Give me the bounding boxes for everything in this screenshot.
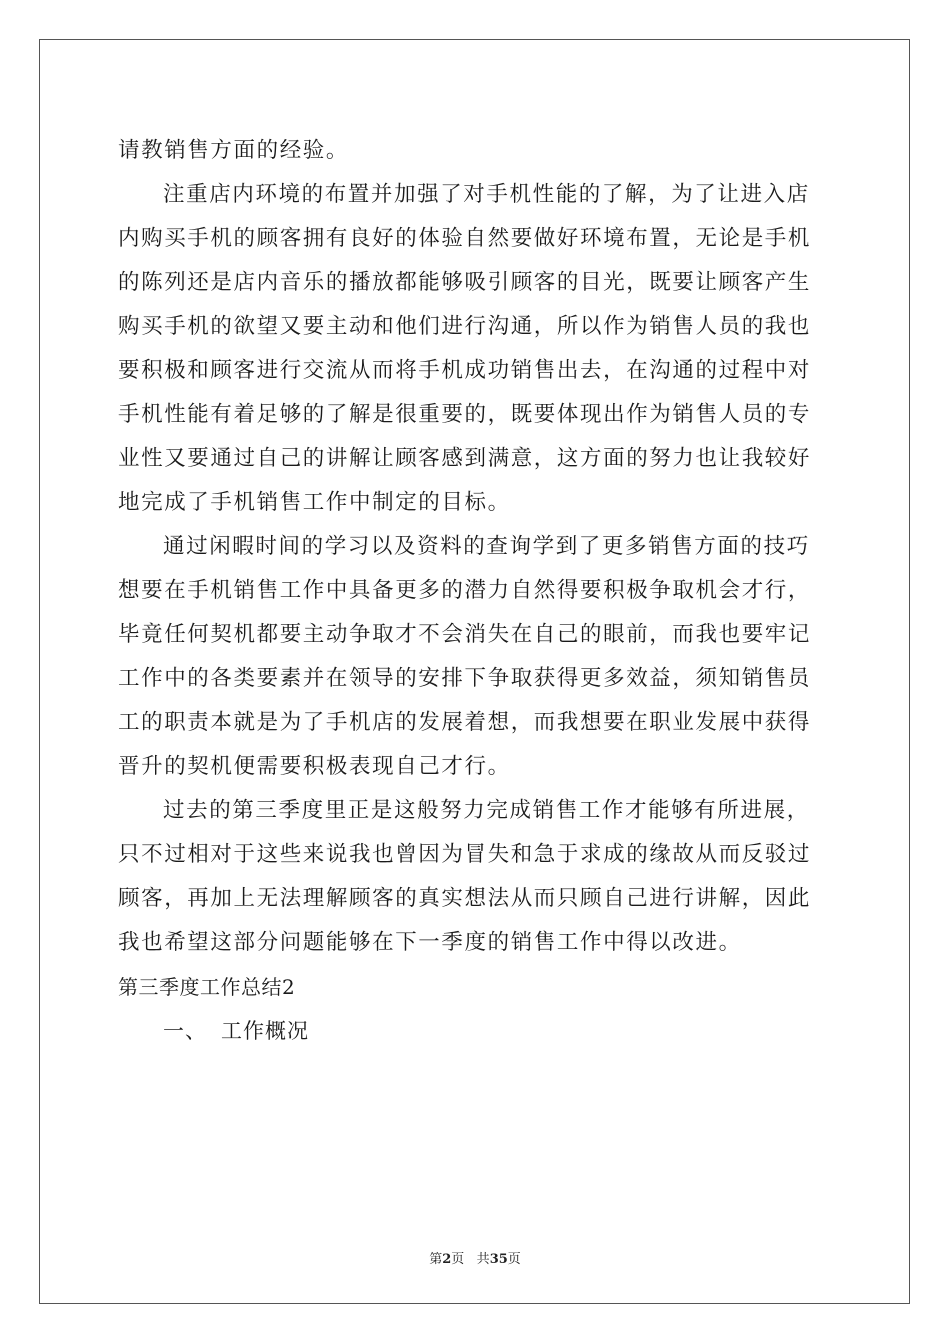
subsection-title: 工作概况 xyxy=(221,1019,309,1043)
page-prefix: 第 xyxy=(429,1252,443,1267)
total-prefix: 共 xyxy=(476,1252,490,1267)
paragraph-line: 要积极和顾客进行交流从而将手机成功销售出去，在沟通的过程中对 xyxy=(118,358,812,383)
paragraph-line: 内购买手机的顾客拥有良好的体验自然要做好环境布置，无论是手机 xyxy=(118,226,812,251)
paragraph-line: 只不过相对于这些来说我也曾因为冒失和急于求成的缘故从而反驳过 xyxy=(118,842,812,867)
paragraph-line: 通过闲暇时间的学习以及资料的查询学到了更多销售方面的技巧 xyxy=(163,534,810,559)
paragraph-line: 顾客，再加上无法理解顾客的真实想法从而只顾自己进行讲解，因此 xyxy=(118,886,812,911)
paragraph-line: 晋升的契机便需要积极表现自己才行。 xyxy=(118,754,511,779)
subsection-number: 一、 xyxy=(163,1019,207,1043)
paragraph-line: 想要在手机销售工作中具备更多的潜力自然得要积极争取机会才行， xyxy=(118,578,812,603)
paragraph-line: 地完成了手机销售工作中制定的目标。 xyxy=(118,490,511,515)
subsection-heading xyxy=(118,1009,832,1053)
page-number: 2 xyxy=(442,1252,452,1267)
paragraph-line: 工的职责本就是为了手机店的发展着想，而我想要在职业发展中获得 xyxy=(118,710,812,735)
paragraph-line: 毕竟任何契机都要主动争取才不会消失在自己的眼前，而我也要牢记 xyxy=(118,622,812,647)
paragraph-line: 业性又要通过自己的讲解让顾客感到满意，这方面的努力也让我较好 xyxy=(118,446,812,471)
paragraph-line: 我也希望这部分问题能够在下一季度的销售工作中得以改进。 xyxy=(118,930,742,955)
page-suffix: 页 xyxy=(451,1252,465,1267)
total-suffix: 页 xyxy=(507,1252,521,1267)
total-pages: 35 xyxy=(489,1252,508,1267)
paragraph-line: 的陈列还是店内音乐的播放都能够吸引顾客的目光，既要让顾客产生 xyxy=(118,270,812,295)
paragraph-line: 注重店内环境的布置并加强了对手机性能的了解，为了让进入店 xyxy=(163,182,810,207)
page-footer xyxy=(0,1248,950,1267)
paragraph-line: 请教销售方面的经验。 xyxy=(118,138,350,163)
paragraph-line: 购买手机的欲望又要主动和他们进行沟通，所以作为销售人员的我也 xyxy=(118,314,812,339)
paragraph-line: 工作中的各类要素并在领导的安排下争取获得更多效益，须知销售员 xyxy=(118,666,812,691)
section-title: 第三季度工作总结2 xyxy=(118,975,296,999)
paragraph-line: 过去的第三季度里正是这般努力完成销售工作才能够有所进展， xyxy=(163,798,810,823)
paragraph-line: 手机性能有着足够的了解是很重要的，既要体现出作为销售人员的专 xyxy=(118,402,812,427)
document-body xyxy=(118,129,832,1053)
